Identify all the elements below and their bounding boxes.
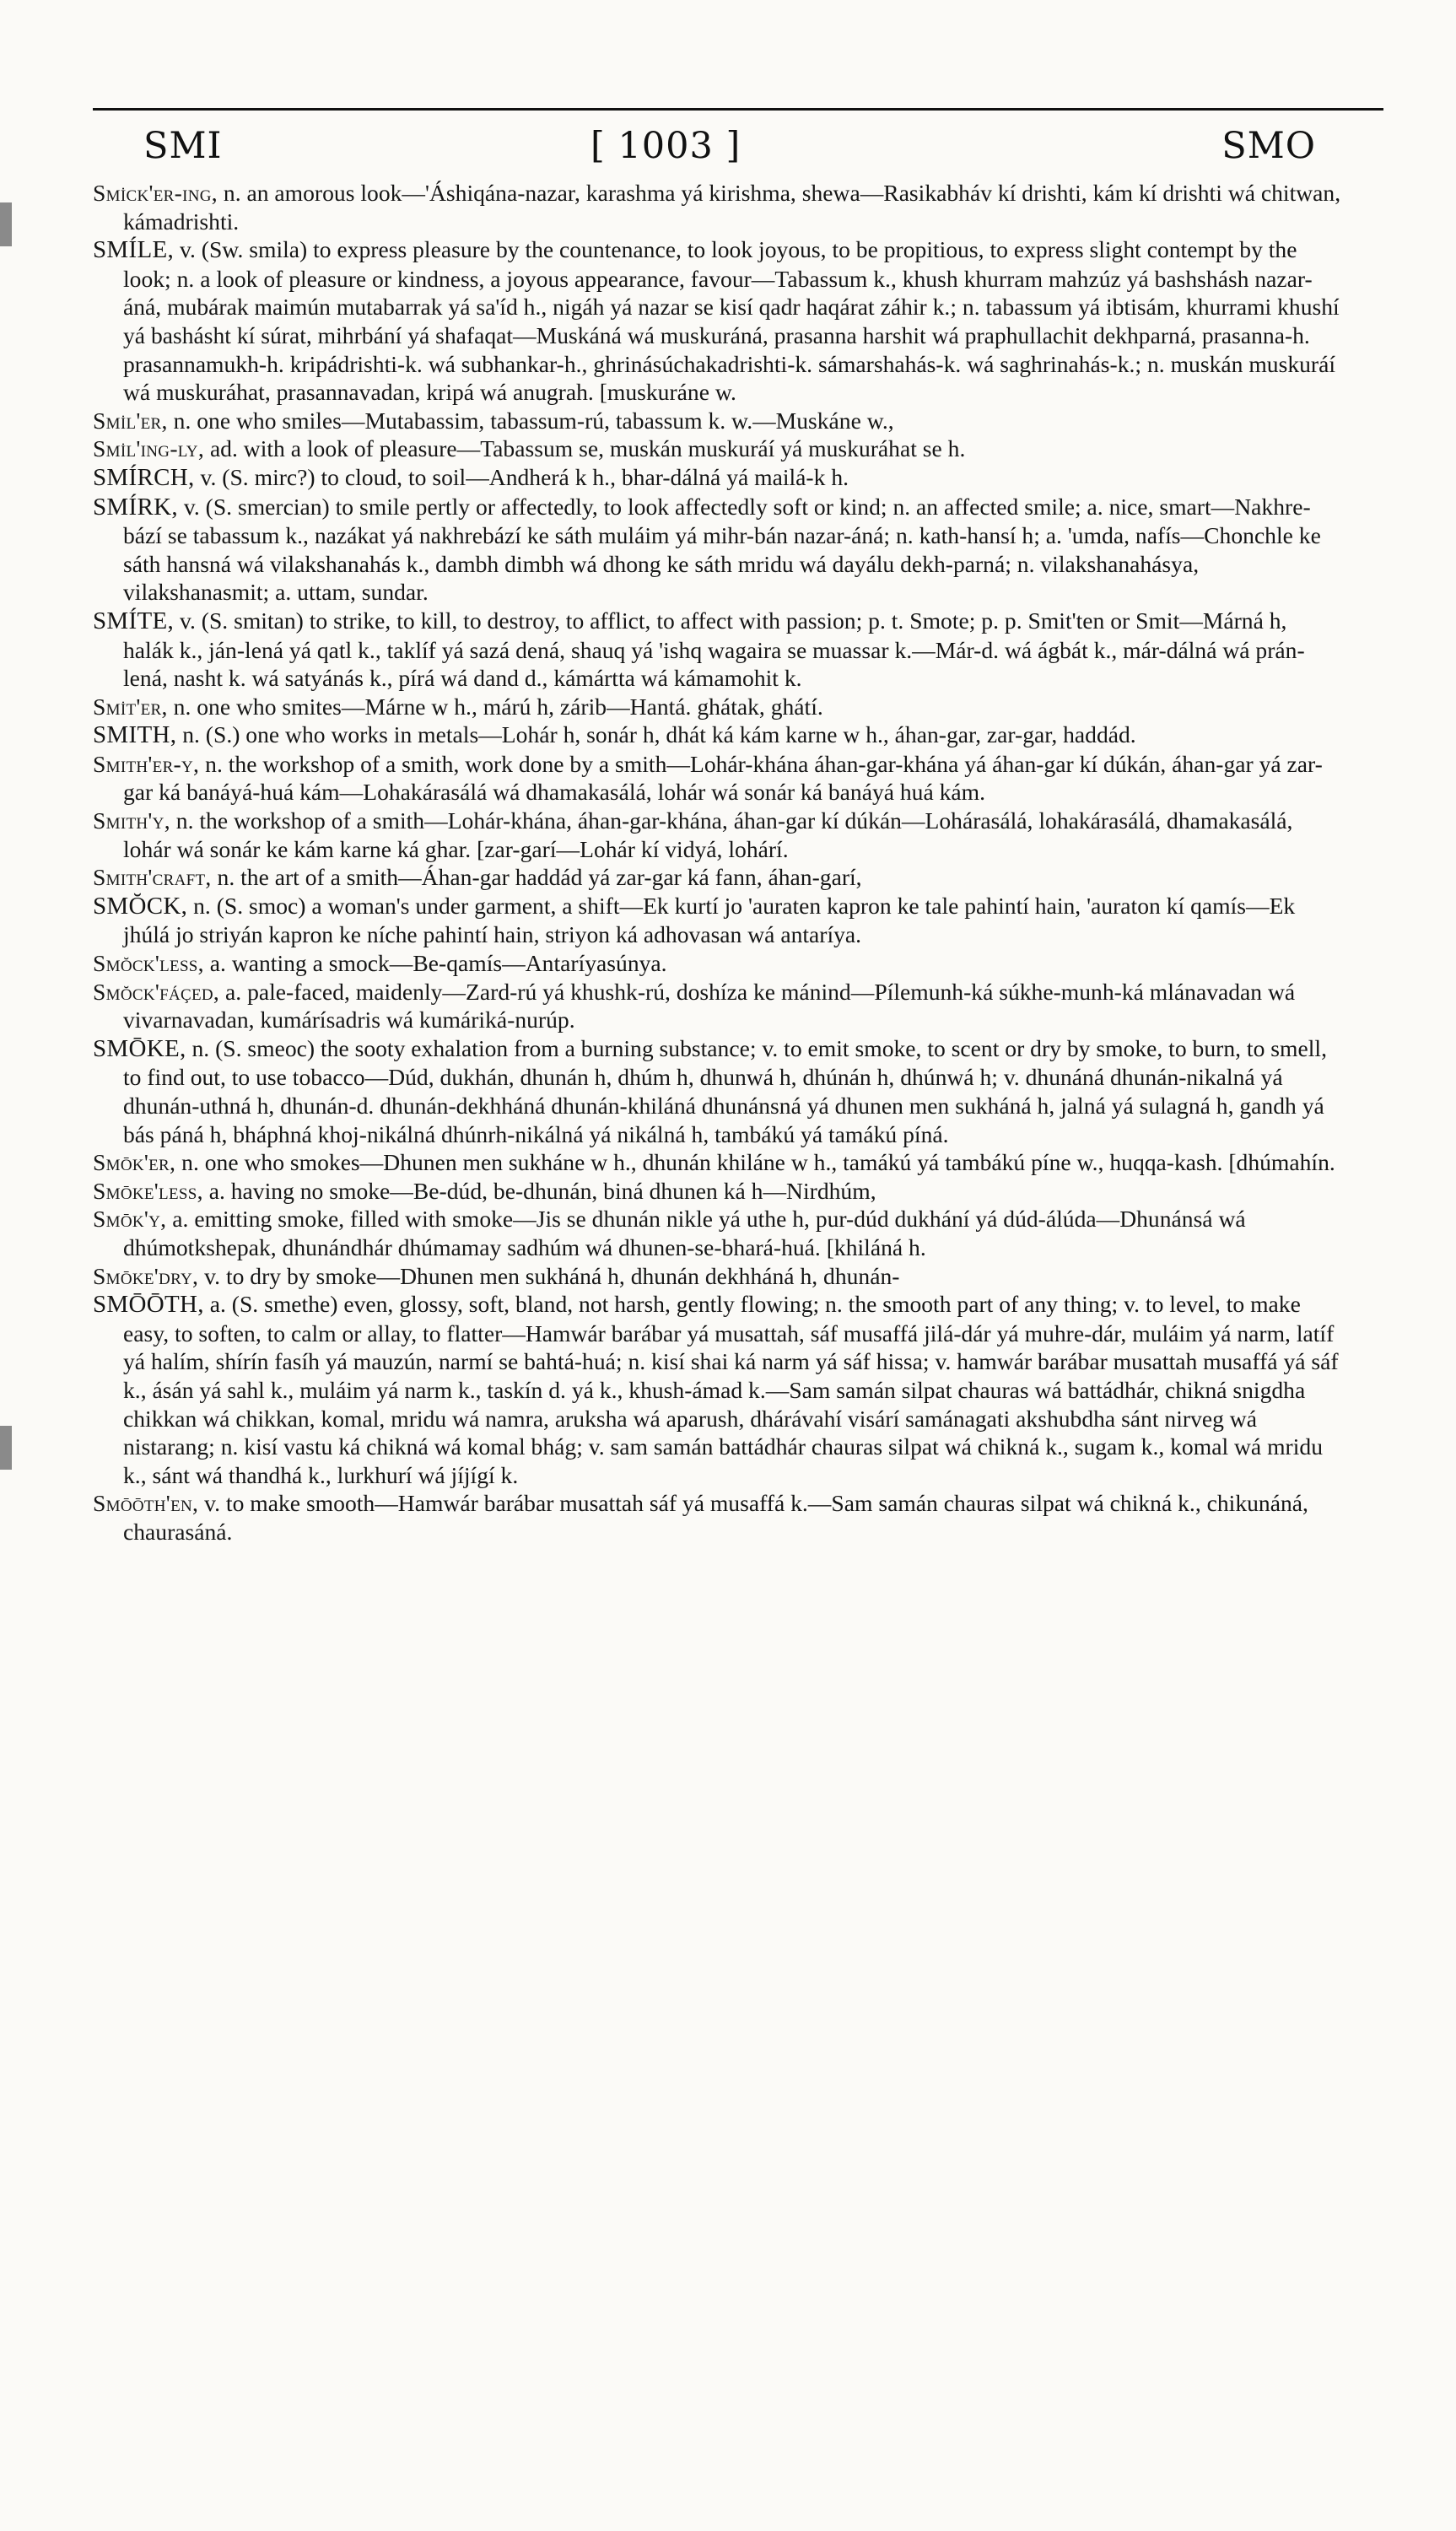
headword: Smōk'y, [93, 1206, 167, 1233]
headword: SMŌKE, [93, 1034, 186, 1062]
definition: v. to make smooth—Hamwár barábar musattah sáf yá musaffá k.—Sam samán chauras silpat wá chikná k., chikunáná, chaurasáná. [123, 1490, 1308, 1545]
definition: n. an amorous look—'Áshiqána-nazar, karashma yá kirishma, shewa—Rasikabháv kí drishti, kám kí drishti wá chitwan, kámadrishti. [123, 180, 1341, 235]
entry [93, 892, 1341, 949]
definition: n. one who smites—Márne w h., márú h, zárib—Hantá. ghátak, ghátí. [173, 693, 823, 720]
entry [93, 434, 1341, 463]
page-header [93, 118, 1383, 177]
page-edge-mark [0, 202, 12, 246]
headword: Smith'y, [93, 807, 170, 834]
entry [93, 978, 1341, 1034]
definition: n. (S. smoc) a woman's under garment, a shift—Ek kurtí jo 'auraten kapron ke tale pahintí hain, 'auraton kí qamís—Ek jhúlá jo striyán kapron ke níche pahintí hain, striyon ká adhovasan wá antaríya. [123, 892, 1296, 948]
headword: SMÍLE, [93, 236, 175, 264]
definition: n. one who smiles—Mutabassim, tabassum-rú, tabassum k. w.—Muskáne w., [173, 407, 894, 434]
headword: SMÍRCH, [93, 463, 195, 491]
definition: n. the workshop of a smith—Lohár-khána, áhan-gar-khána, áhan-gar kí dúkán—Lohárasálá, lohakárasálá, dhamakasálá, lohár wá sonár ke kám karne ká ghar. [zar-garí—Lohár kí vidyá, lohárí. [123, 807, 1293, 862]
headword: Smŏck'less, [93, 950, 204, 977]
definition: a. wanting a smock—Be-qamís—Antaríyasúnya. [209, 950, 667, 977]
headword: SMÍRK, [93, 493, 178, 521]
definition: v. (S. smitan) to strike, to kill, to destroy, to afflict, to affect with passion; p. t. Smote; p. p. Smit'ten or Smit—Márná h, halák k., ján-lená yá qatl k., taklíf yá sazá dená, shauq yá 'ishq wagaira se muassar k.—Már-d. wá ágbát k., már-dálná wá prán-lená, nasht k. wá satyánás k., pírá wá dand d., kámártta wá kámamohit k. [123, 607, 1305, 692]
entry [93, 1489, 1341, 1546]
entry [93, 1148, 1341, 1177]
definition: v. (S. mirc?) to cloud, to soil—Andherá k h., bhar-dálná yá mailá-k h. [200, 463, 849, 490]
definition: v. (S. smercian) to smile pertly or affectedly, to look affectedly soft or kind; n. an affected smile; a. nice, smart—Nakhre-bází se tabassum k., nazákat yá nakhrebází ke sáth muláim yá mihr-bán nazar-áná; n. kath-hansí h; a. 'umda, nafís—Chonchle ke sáth hansná wá vilakshanahás k., dambh dimbh wá dhong ke sáth mridu wá dayálu dekh-parná; n. vilakshanahásya, vilakshanasmit; a. uttam, sundar. [123, 493, 1321, 606]
header-first-word: SMI [143, 125, 223, 167]
entry [93, 235, 1341, 407]
definition: n. the art of a smith—Áhan-gar haddád yá zar-gar ká fann, áhan-garí, [217, 864, 862, 891]
entry [93, 179, 1341, 235]
entry [93, 1034, 1341, 1148]
headword: Smōk'er, [93, 1149, 176, 1176]
headword: Smith'craft, [93, 864, 212, 891]
definition: a. emitting smoke, filled with smoke—Jis se dhunán nikle yá uthe h, pur-dúd dukhání yá dúd-álúda—Dhunánsá wá dhúmotkshepak, dhunándhár dhúmamay sadhúm wá dhunen-se-bhará-huá. [khiláná h. [123, 1206, 1246, 1260]
definition: a. having no smoke—Be-dúd, be-dhunán, biná dhunen ká h—Nirdhúm, [208, 1177, 876, 1204]
definition: ad. with a look of pleasure—Tabassum se, muskán muskuráí yá muskuráhat se h. [209, 435, 966, 462]
headword: Smōōth'en, [93, 1490, 199, 1517]
top-rule [93, 108, 1383, 111]
dictionary-entries [93, 179, 1341, 1546]
page-number: [ 1003 ] [590, 125, 741, 167]
entry [93, 750, 1341, 807]
entry [93, 863, 1341, 892]
headword: Smōke'less, [93, 1177, 203, 1204]
headword: Smi̇ck'er-ing, [93, 180, 218, 206]
headword: SMŌŌTH, [93, 1291, 204, 1319]
headword: Smi̇t'er, [93, 693, 168, 720]
headword: SMÍTE, [93, 607, 175, 634]
page-edge-mark [0, 1426, 12, 1470]
headword: Smōke'dry, [93, 1262, 199, 1289]
definition: n. one who smokes—Dhunen men sukháne w h., dhunán khiláne w h., tamákú yá tambákú píne w., huqqa-kash. [dhúmahín. [181, 1149, 1335, 1176]
header-last-word: SMO [1221, 125, 1316, 167]
headword: Smi̇l'ing-ly, [93, 435, 205, 462]
entry [93, 807, 1341, 863]
definition: v. to dry by smoke—Dhunen men sukháná h, dhunán dekhháná h, dhunán- [204, 1262, 900, 1289]
headword: SMŎCK, [93, 892, 188, 920]
headword: Smith'er-y, [93, 750, 200, 777]
headword: SMITH, [93, 721, 177, 749]
entry [93, 463, 1341, 493]
entry [93, 493, 1341, 607]
entry [93, 1262, 1341, 1291]
entry [93, 720, 1341, 750]
definition: n. (S.) one who works in metals—Lohár h, sonár h, dhát ká kám karne w h., áhan-gar, zar-gar, haddád. [182, 721, 1136, 748]
headword: Smi̇l'er, [93, 407, 168, 434]
entry [93, 607, 1341, 693]
entry [93, 693, 1341, 721]
entry [93, 949, 1341, 978]
definition: a. pale-faced, maidenly—Zard-rú yá khushk-rú, doshíza ke mánind—Pílemunh-ká súkhe-munh-ká mlánavadan wá vivarnavadan, kumárísadris wá kumáriká-nurúp. [123, 978, 1296, 1033]
entry [93, 1290, 1341, 1489]
definition: a. (S. smethe) even, glossy, soft, bland, not harsh, gently flowing; n. the smooth part of any thing; v. to level, to make easy, to soften, to calm or allay, to flatter—Hamwár barábar yá musattah, sáf musaffá jilá-dár yá muhre-dár, muláim yá narm, latíf yá halím, shírín fasíh yá mauzún, narmí se bahtá-huá; n. kisí shai ká narm yá sáf hissa; v. hamwár barábar musattah musaffá yá sáf k., ásán yá sahl k., muláim yá narm k., taskín d. yá k., khush-ámad k.—Sam samán silpat chauras wá battádhár, chikná snigdha chikkan wá chikkan, komal, mridu wá namra, aruksha wá aparush, dhárávahí visárí samánagati akshubdha sánt nirveg wá nistarang; n. kisí vastu ká chikná wá komal bhág; v. sam samán battádhár chauras silpat wá chikná k., sugam k., komal wá mridu k., sánt wá thandhá k., lurkhurí wá jíjígí k. [123, 1291, 1339, 1488]
headword: Smŏck'fáçed, [93, 978, 220, 1005]
entry [93, 407, 1341, 435]
definition: n. the workshop of a smith, work done by a smith—Lohár-khána áhan-gar-khána yá áhan-gar kí dúkán, áhan-gar yá zar-gar ká banáyá-huá kám—Lohakárasálá wá dhamakasálá, lohár wá sonár ká banáyá huá kám. [123, 750, 1323, 806]
entry [93, 1177, 1341, 1206]
entry [93, 1205, 1341, 1261]
definition: v. (Sw. smila) to express pleasure by the countenance, to look joyous, to be propitious, to express slight contempt by the look; n. a look of pleasure or kindness, a joyous appearance, favour—Tabassum k., khush khurram mahzúz yá bashshásh nazar-áná, mubárak maimún mutabarrak yá sa'íd h., nigáh yá nazar se kisí qadr haqárat záhir k.; n. tabassum yá ibtisám, khurrami khushí yá bashásht kí súrat, mihrbání yá shafaqat—Muskáná wá muskuráná, prasanna harshit wá praphullachit dekhparná, prasanna-h. prasannamukh-h. kripádrishti-k. wá subhankar-h., ghrinásúchakadrishti-k. sámarshahás-k. wá saghrinahás-k.; n. muskán muskuráí wá muskuráhat, prasannavadan, kripá wá anugrah. [muskuráne w. [123, 236, 1340, 406]
definition: n. (S. smeoc) the sooty exhalation from a burning substance; v. to emit smoke, to scent or dry by smoke, to burn, to smell, to find out, to use tobacco—Dúd, dukhán, dhunán h, dhúm h, dhunwá h, dhúnán h, dhúnwá h; v. dhunáná dhunán-nikalná yá dhunán-uthná h, dhunán-d. dhunán-dekhháná dhunán-khiláná dhunánsná yá dhunen men sukháná h, jalná yá sulagná h, gandh yá bás páná h, bháphná khoj-nikálná dhúnrh-nikálná yá nikálná h, tambákú yá tamákú píná. [123, 1034, 1327, 1147]
